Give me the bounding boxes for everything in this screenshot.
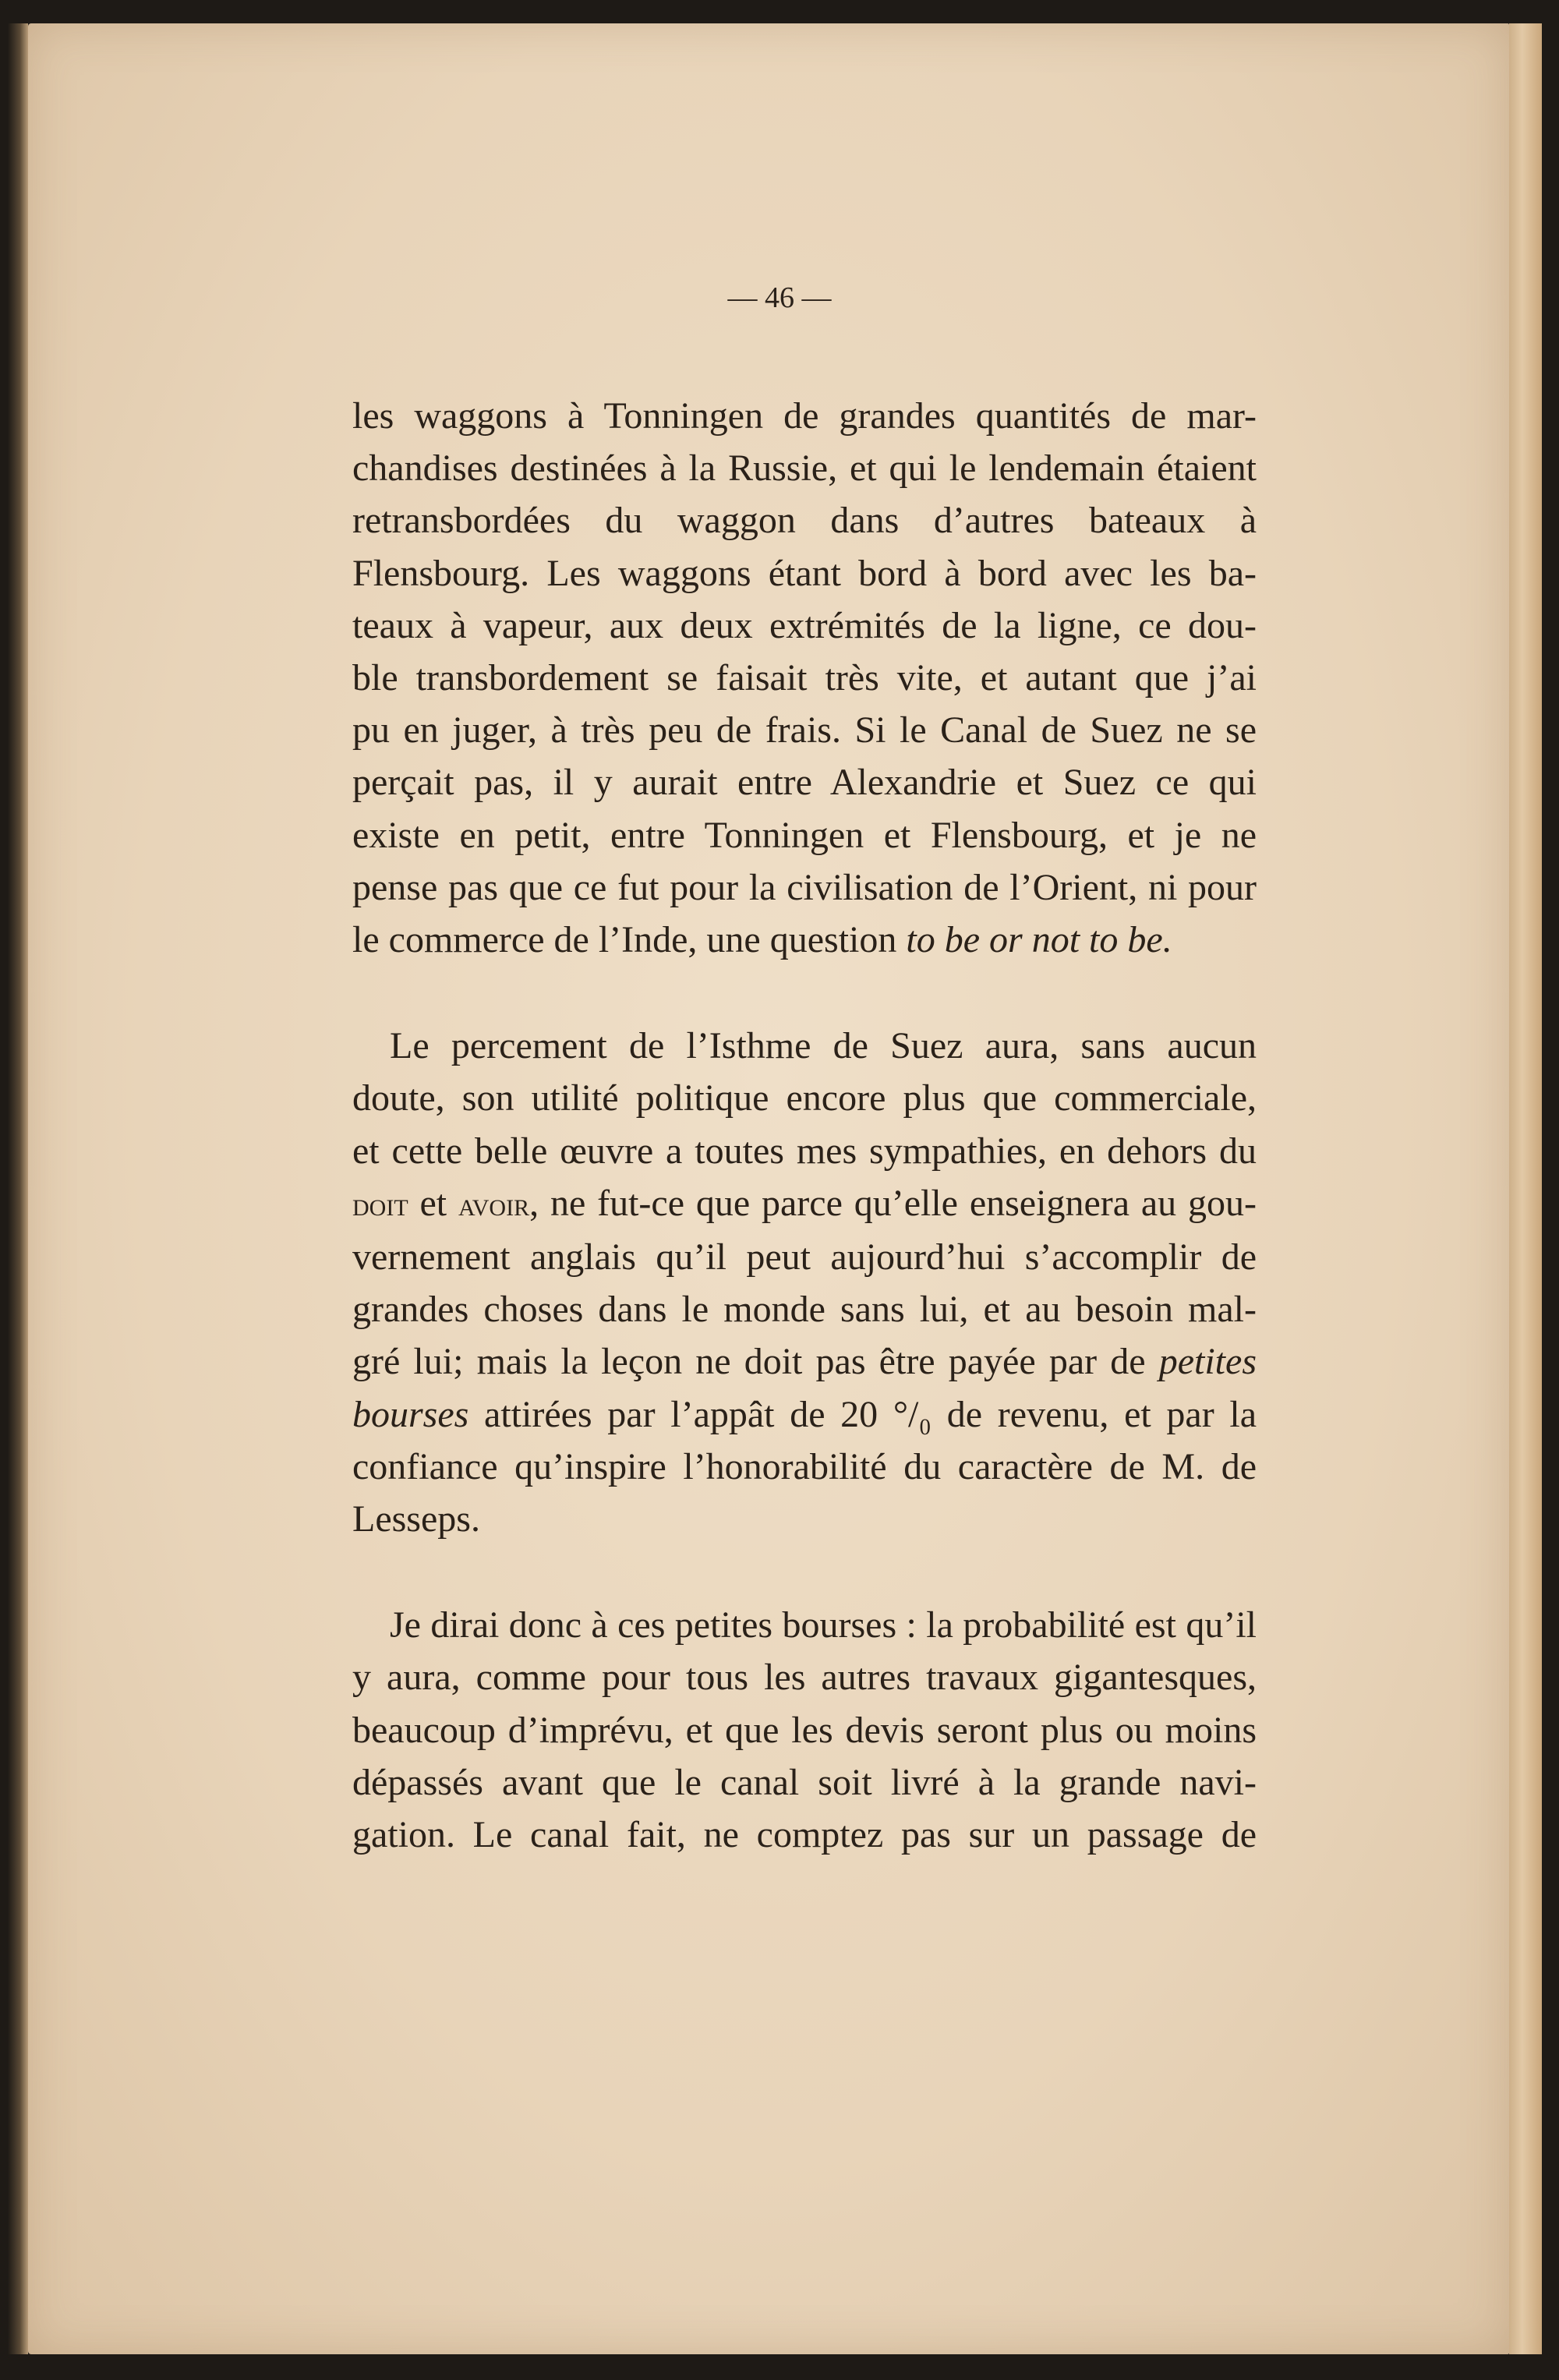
text-line: pu en juger, à très peu de frais. Si le Canal de Suez ne se xyxy=(352,709,1257,751)
text-line xyxy=(352,1335,1257,1388)
text-run: et xyxy=(408,1182,458,1224)
text-line: Le percement de l’Isthme de Suez aura, sans aucun xyxy=(390,1025,1257,1067)
text-line: Lesseps. xyxy=(352,1498,480,1540)
paragraph-gap xyxy=(352,966,1257,1020)
text-line: chandises destinées à la Russie, et qui le lendemain étaient xyxy=(352,447,1257,490)
text-line: confiance qu’inspire l’honorabilité du caractère de M. de xyxy=(352,1445,1257,1487)
text-line: Je dirai donc à ces petites bourses : la probabilité est qu’il xyxy=(390,1604,1257,1646)
text-line xyxy=(352,914,1257,966)
text-line: grandes choses dans le monde sans lui, et au besoin mal- xyxy=(352,1289,1257,1331)
text-line: existe en petit, entre Tonningen et Flensbourg, et je ne xyxy=(352,814,1257,856)
text-line: gation. Le canal fait, ne comptez pas sur un passage de xyxy=(352,1814,1257,1856)
italic-phrase: bourses xyxy=(352,1393,469,1435)
italic-phrase: to be or not to be. xyxy=(906,919,1172,961)
text-line: y aura, comme pour tous les autres travaux gigantesques, xyxy=(352,1657,1257,1699)
text-line: perçait pas, il y aurait entre Alexandrie et Suez ce qui xyxy=(352,762,1257,804)
page-edge xyxy=(1509,23,1542,2354)
text-run: attirées par l’appât de 20 °/₀ de revenu, et par la xyxy=(468,1393,1257,1435)
text-run: le commerce de l’Inde, une question xyxy=(352,919,907,961)
text-line: vernement anglais qu’il peut aujourd’hui s’accomplir de xyxy=(352,1236,1257,1278)
text-line: Flensbourg. Les waggons étant bord à bord avec les ba- xyxy=(352,552,1257,594)
page-number: — 46 — xyxy=(727,281,832,314)
text-line: les waggons à Tonningen de grandes quantités de mar- xyxy=(352,395,1257,437)
small-caps-word: avoir xyxy=(458,1186,530,1223)
text-line: beaucoup d’imprévu, et que les devis seront plus ou moins xyxy=(352,1709,1257,1751)
italic-phrase: petites xyxy=(1158,1341,1257,1383)
text-line: retransbordées du waggon dans d’autres bateaux à xyxy=(352,500,1257,542)
text-line: ble transbordement se faisait très vite, et autant que j’ai xyxy=(352,657,1257,699)
text-line: pense pas que ce fut pour la civilisation de l’Orient, ni pour xyxy=(352,866,1257,908)
paragraph-3 xyxy=(352,1599,1257,1861)
text-line: et cette belle œuvre a toutes mes sympathies, en dehors du xyxy=(352,1130,1257,1172)
text-line: doute, son utilité politique encore plus que commerciale, xyxy=(352,1077,1257,1119)
paragraph-1 xyxy=(352,390,1257,966)
text-line: dépassés avant que le canal soit livré à la grande navi- xyxy=(352,1761,1257,1803)
book-spine xyxy=(8,23,28,2354)
text-line xyxy=(352,1388,1257,1441)
paragraph-2 xyxy=(352,1020,1257,1545)
small-caps-word: doit xyxy=(352,1186,408,1223)
body-text xyxy=(352,390,1257,1861)
text-line xyxy=(352,1177,1257,1231)
text-run: gré lui; mais la leçon ne doit pas être payée par de xyxy=(352,1341,1159,1383)
paragraph-gap xyxy=(352,1545,1257,1599)
text-run: , ne fut-ce que parce qu’elle enseignera au gou- xyxy=(529,1182,1257,1224)
text-line: teaux à vapeur, aux deux extrémités de la ligne, ce dou- xyxy=(352,604,1257,646)
